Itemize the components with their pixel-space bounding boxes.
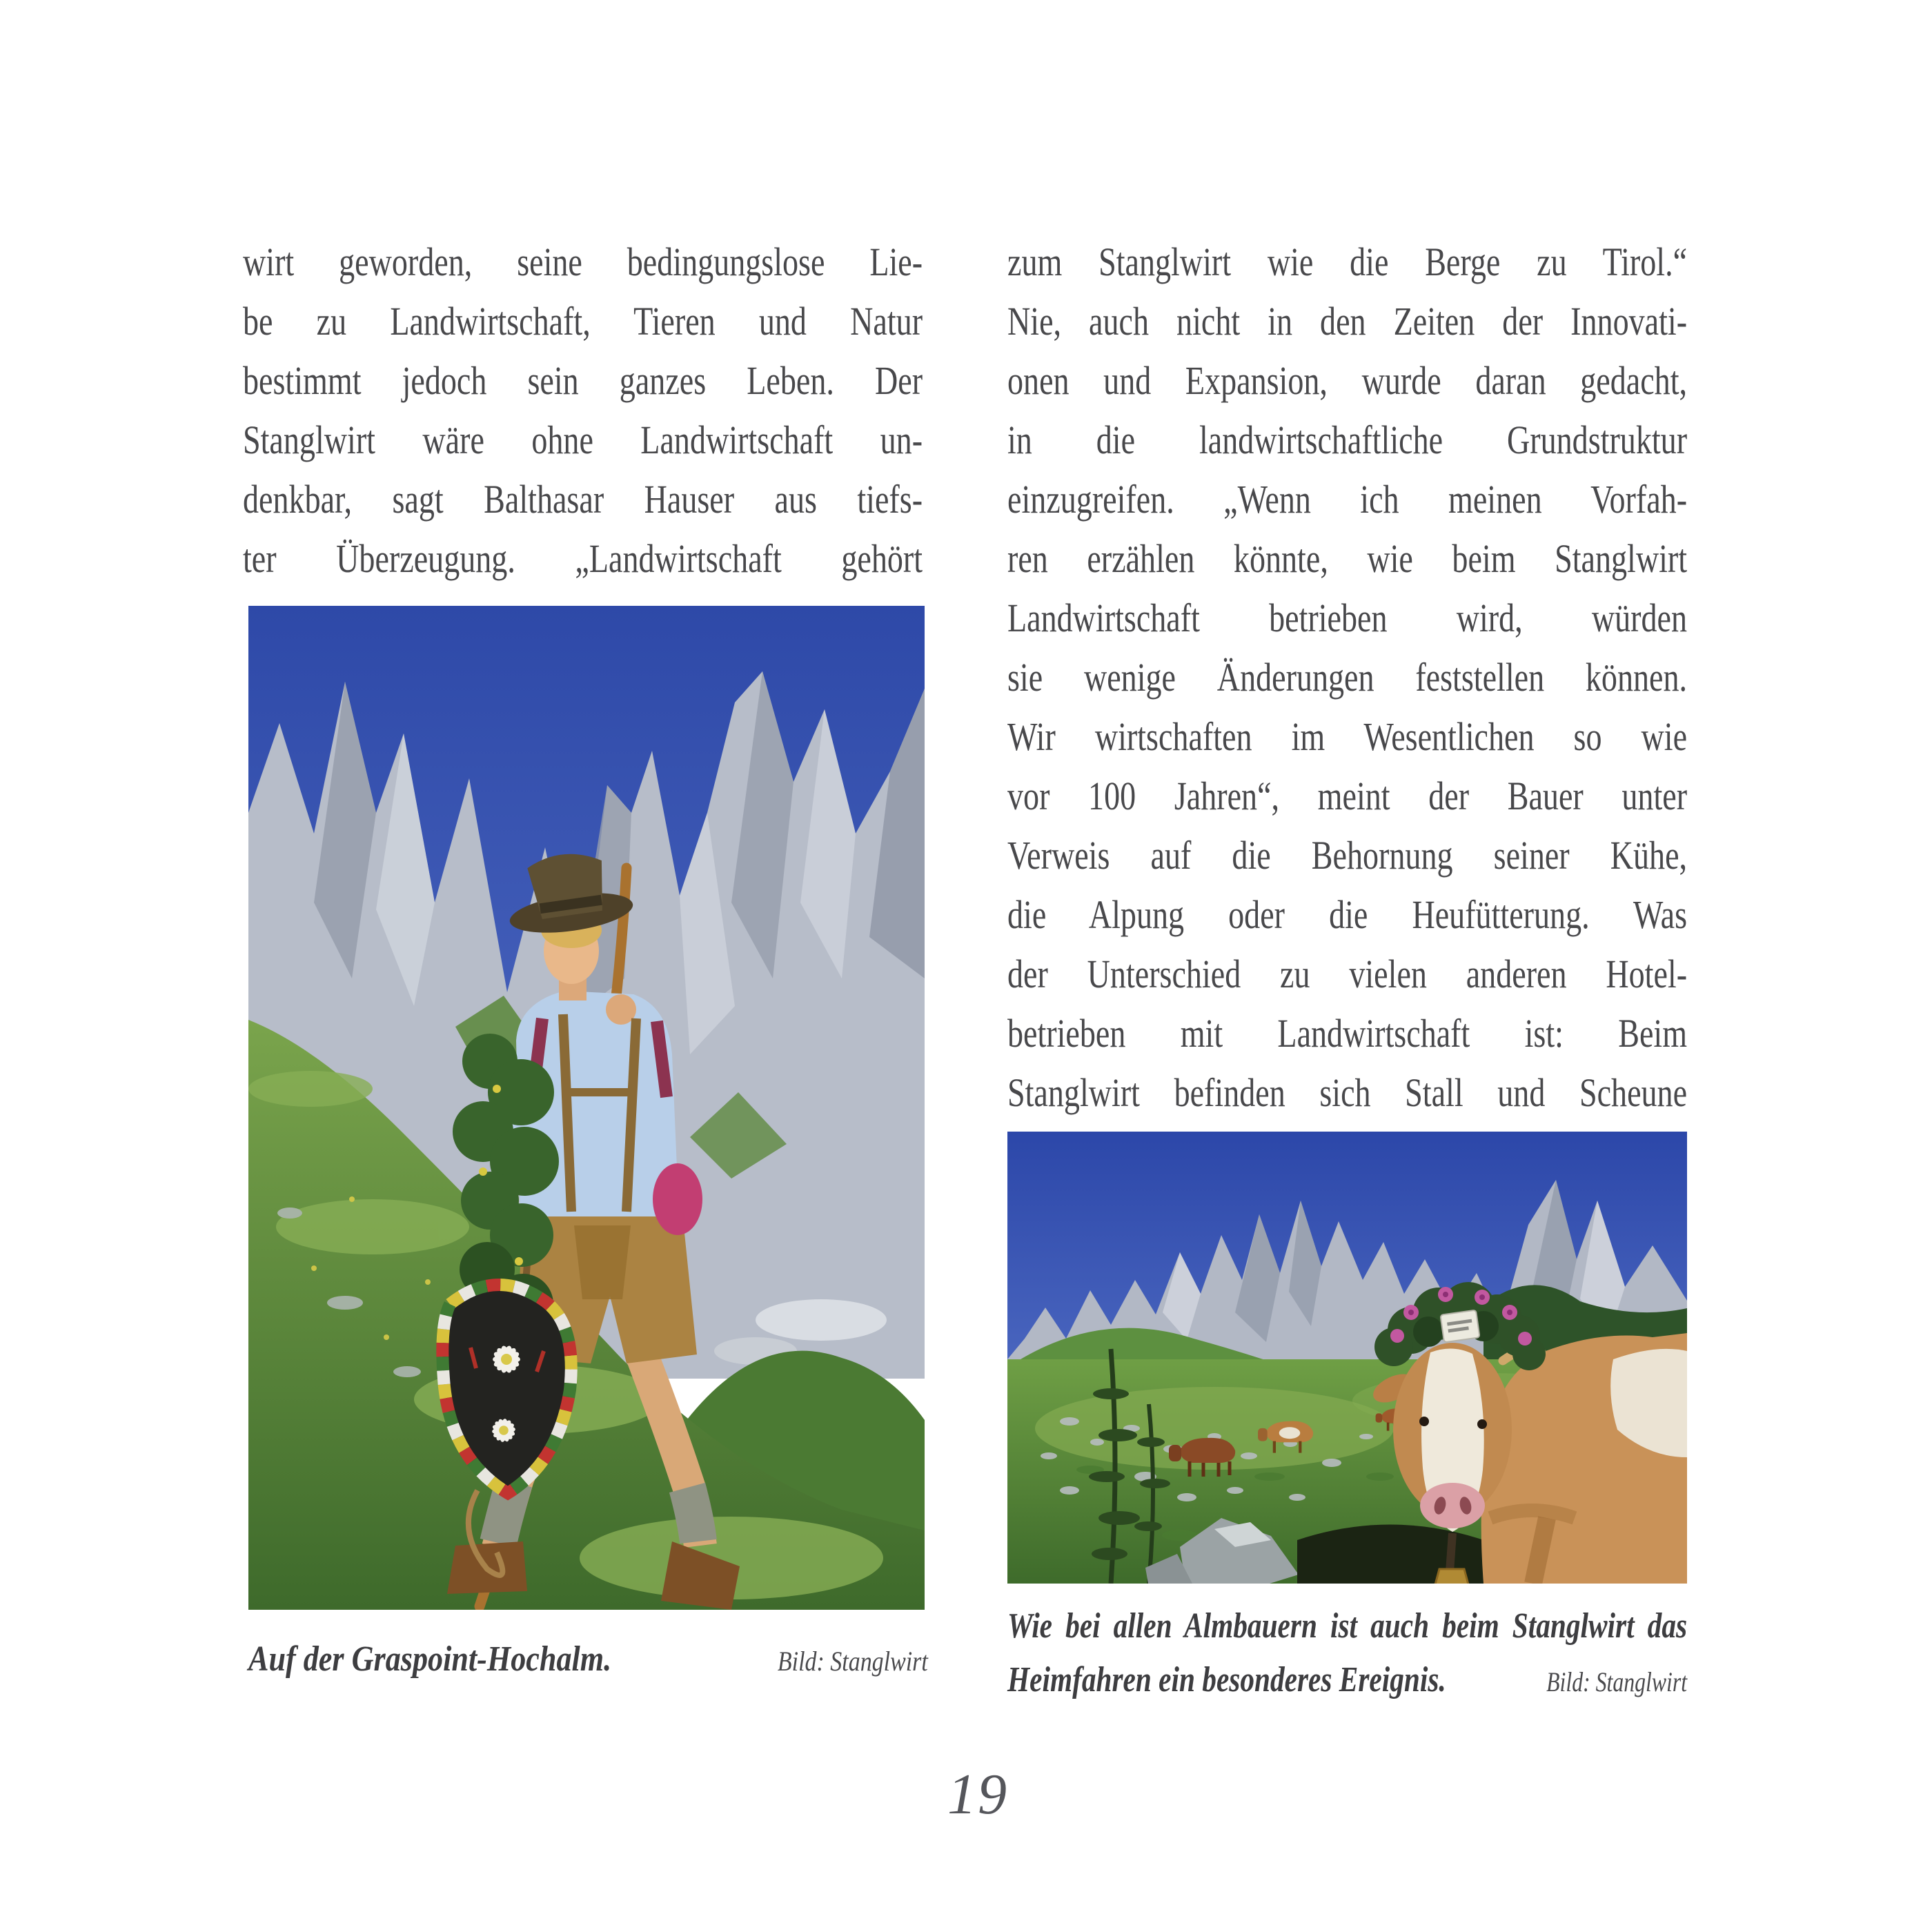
body-line: der Unterschied zu vielen anderen Hotel-	[1007, 952, 1688, 996]
snow-patch	[756, 1299, 887, 1341]
right-column	[1007, 233, 1863, 1123]
body-line: onen und Expansion, wurde daran gedacht,	[1007, 358, 1688, 403]
body-line: zum Stanglwirt wie die Berge zu Tirol.“	[1007, 239, 1688, 284]
right-figure-caption	[1007, 1599, 1863, 1707]
body-line: in die landwirtschaftliche Grundstruktur	[1007, 417, 1688, 462]
page-number: 19	[947, 1762, 1008, 1826]
left-figure-caption	[248, 1633, 1049, 1686]
body-line: die Alpung oder die Heufütterung. Was	[1007, 892, 1688, 937]
caption-text: Auf der Graspoint-Hochalm.	[248, 1639, 612, 1679]
body-line: einzugreifen. „Wenn ich meinen Vorfah-	[1007, 477, 1688, 522]
caption-text: Heimfahren ein besonderes Ereignis.	[1007, 1660, 1446, 1699]
left-column	[243, 233, 1098, 589]
caption-credit: Bild: Stanglwirt	[1546, 1666, 1688, 1697]
body-line: vor 100 Jahren“, meint der Bauer unter	[1007, 773, 1688, 818]
caption-credit: Bild: Stanglwirt	[777, 1646, 928, 1677]
body-line: ter Überzeugung. „Landwirtschaft gehört	[243, 536, 923, 581]
body-line: sie wenige Änderungen feststellen können.	[1007, 655, 1688, 700]
body-line: denkbar, sagt Balthasar Hauser aus tiefs-	[243, 477, 923, 522]
left-photo-hiker	[248, 606, 925, 1610]
body-line: Stanglwirt befinden sich Stall und Scheune	[1007, 1070, 1688, 1115]
body-line: Stanglwirt wäre ohne Landwirtschaft un-	[243, 417, 923, 462]
body-line: Wir wirtschaften im Wesentlichen so wie	[1007, 714, 1688, 759]
body-line: Landwirtschaft betrieben wird, würden	[1007, 595, 1688, 640]
muzzle	[1420, 1483, 1485, 1528]
body-line: Nie, auch nicht in den Zeiten der Innovati-	[1007, 299, 1688, 344]
body-line: wirt geworden, seine bedingungslose Lie-	[243, 239, 923, 284]
hip-bag	[653, 1163, 702, 1235]
cow-bell	[1435, 1569, 1469, 1584]
right-photo-cow	[1007, 1132, 1687, 1584]
body-line: be zu Landwirtschaft, Tieren und Natur	[243, 299, 923, 344]
crown-sign	[1440, 1310, 1479, 1343]
body-line: betrieben mit Landwirtschaft ist: Beim	[1007, 1011, 1688, 1056]
body-line: Verweis auf die Behornung seiner Kühe,	[1007, 833, 1688, 878]
caption-text: Wie bei allen Almbauern ist auch beim Stanglwirt das	[1007, 1606, 1688, 1646]
body-line: bestimmt jedoch sein ganzes Leben. Der	[243, 358, 923, 403]
body-line: ren erzählen könnte, wie beim Stanglwirt	[1007, 536, 1688, 581]
